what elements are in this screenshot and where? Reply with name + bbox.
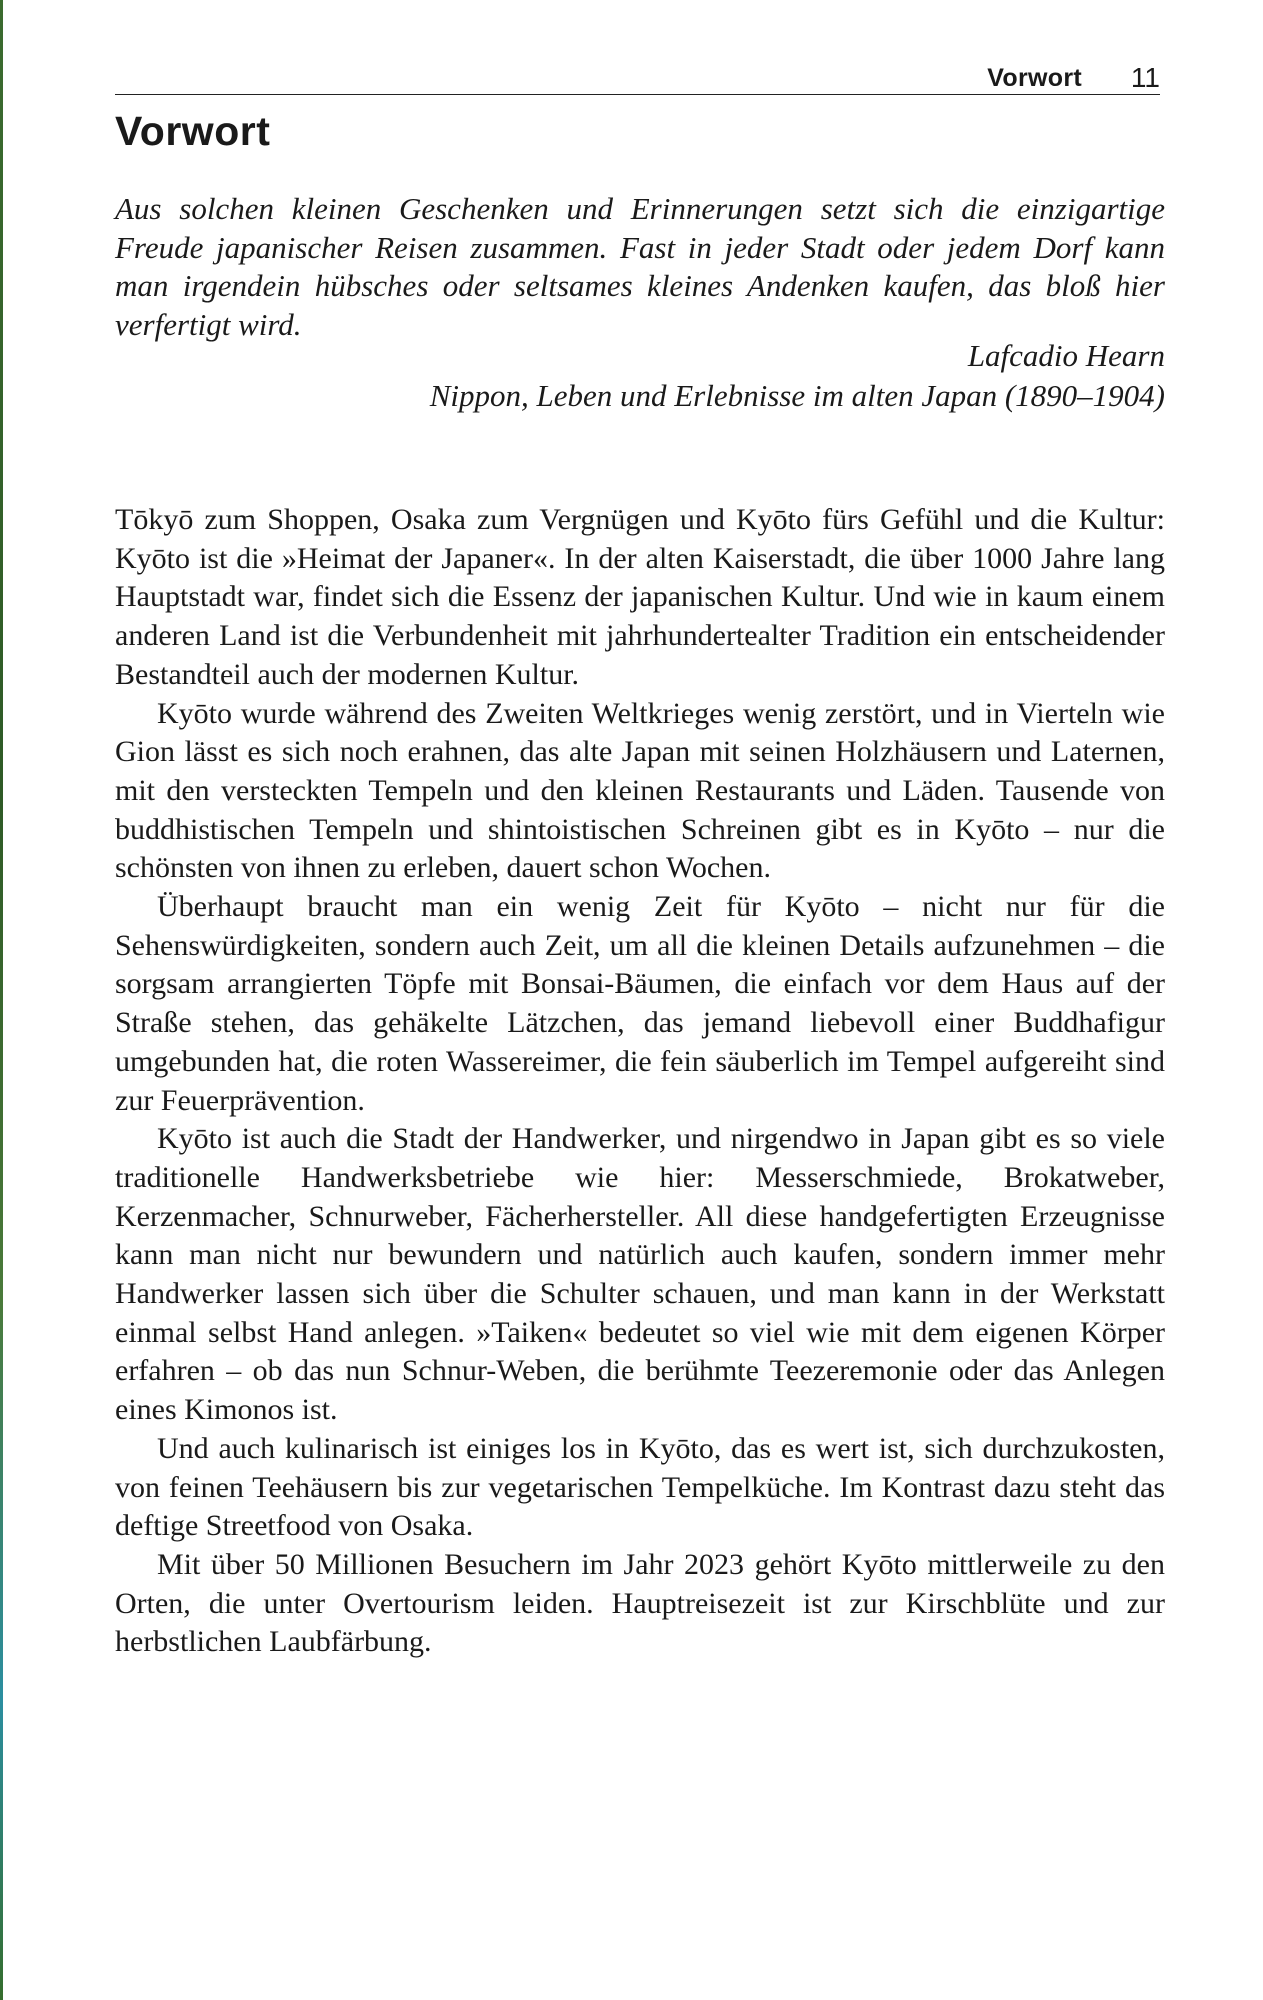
body-text	[115, 501, 1165, 1662]
paragraph: Überhaupt braucht man ein wenig Zeit für Kyōto – nicht nur für die Sehenswürdigkeiten, sondern auch Zeit, um all die kleinen Details aufzunehmen – die sorgsam arrangierten Töpfe mit Bonsai-Bäumen, die einfach vor dem Haus auf der Straße stehen, das gehäkelte Lätzchen, das jemand liebevoll einer Buddhafigur umgebunden hat, die roten Wassereimer, die fein säuberlich im Tempel aufgereiht sind zur Feuerprävention.	[115, 890, 1165, 1117]
paragraph: Und auch kulinarisch ist einiges los in Kyōto, das es wert ist, sich durchzukosten, von feinen Teehäusern bis zur vegetarischen Tempelküche. Im Kontrast dazu steht das deftige Streetfood von Osaka.	[115, 1431, 1165, 1543]
paragraph: Tōkyō zum Shoppen, Osaka zum Vergnügen und Kyōto fürs Gefühl und die Kultur: Kyōto ist die »Heimat der Japaner«. In der alten Kaiserstadt, die über 1000 Jahre lang Hauptstadt war, findet sich die Essenz der japanischen Kultur. Und wie in kaum einem anderen Land ist die Verbundenheit mit jahrhundertealter Tradition ein entscheidender Bestandteil auch der modernen Kultur.	[115, 503, 1165, 691]
paragraph: Kyōto ist auch die Stadt der Handwerker, und nirgendwo in Japan gibt es so viele traditionelle Handwerksbetriebe wie hier: Messerschmiede, Brokatweber, Kerzenmacher, Schnurweber, Fächerhersteller. All diese handgefertigten Erzeugnisse kann man nicht nur bewundern und natürlich auch kaufen, sondern immer mehr Handwerker lassen sich über die Schulter schauen, und man kann in der Werkstatt einmal selbst Hand anlegen. »Taiken« bedeutet so viel wie mit dem eigenen Körper erfahren – ob das nun Schnur-Weben, die berühmte Teezeremonie oder das Anlegen eines Kimonos ist.	[115, 1122, 1165, 1427]
header-section-title: Vorwort	[987, 64, 1082, 92]
page-edge	[0, 0, 3, 2000]
chapter-title: Vorwort	[115, 108, 271, 154]
page-number: 11	[1130, 62, 1160, 93]
paragraph: Kyōto wurde während des Zweiten Weltkrieges wenig zerstört, und in Vierteln wie Gion lässt es sich noch erahnen, das alte Japan mit seinen Holzhäusern und Laternen, mit den versteckten Tempeln und den kleinen Restaurants und Läden. Tausende von buddhistischen Tempeln und shintoistischen Schreinen gibt es in Kyōto – nur die schönsten von ihnen zu erleben, dauert schon Wochen.	[115, 696, 1165, 885]
epigraph-source: Nippon, Leben und Erlebnisse im alten Japan (1890–1904)	[429, 378, 1165, 413]
running-header	[115, 62, 1160, 95]
epigraph-author: Lafcadio Hearn	[967, 338, 1165, 373]
paragraph: Mit über 50 Millionen Besuchern im Jahr 2023 gehört Kyōto mittlerweile zu den Orten, die unter Overtourism leiden. Hauptreisezeit ist zur Kirschblüte und zur herbstlichen Laubfärbung.	[115, 1547, 1165, 1659]
epigraph-quote: Aus solchen kleinen Geschenken und Erinnerungen setzt sich die einzigartige Freude japanischer Reisen zusammen. Fast in jeder Stadt oder jedem Dorf kann man irgendein hübsches oder seltsames kleines Andenken kaufen, das bloß hier verfertigt wird.	[115, 191, 1165, 342]
